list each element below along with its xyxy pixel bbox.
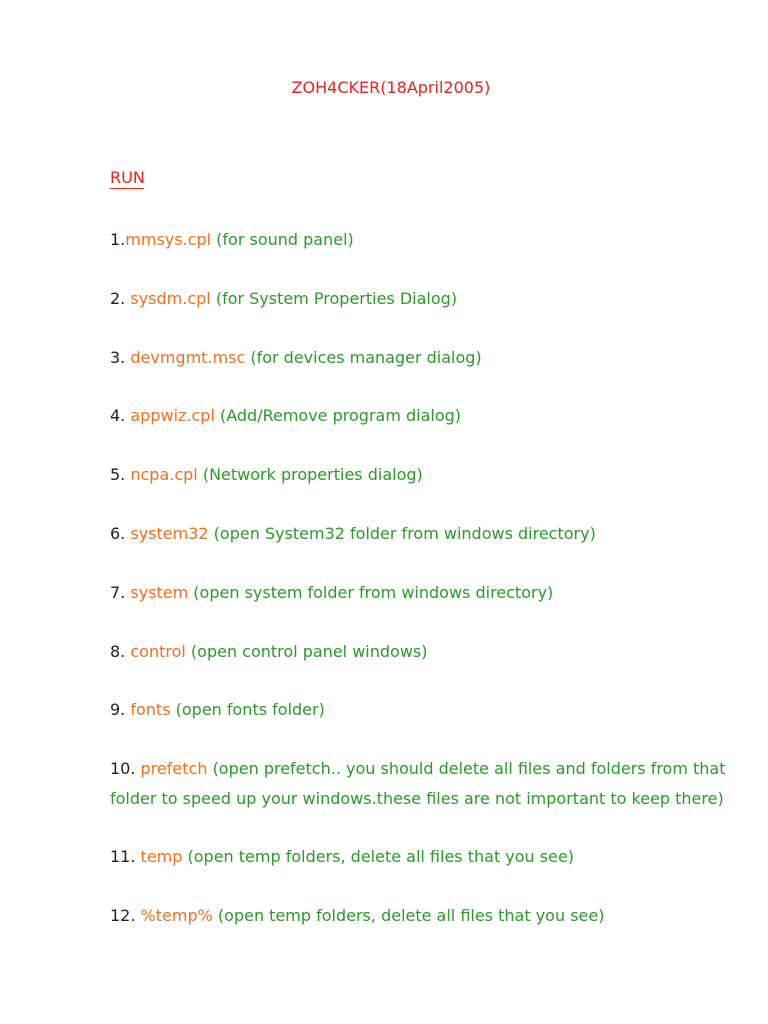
item-description: (open temp folders, delete all files that you see) xyxy=(187,847,575,867)
item-command: appwiz.cpl xyxy=(130,406,215,426)
item-description: (open control panel windows) xyxy=(190,641,428,661)
list-item xyxy=(110,901,730,931)
item-command: %temp% xyxy=(140,906,213,926)
item-command: control xyxy=(130,641,186,661)
document-title: ZOH4CKER(18April2005) xyxy=(291,78,491,97)
list-item xyxy=(110,460,730,490)
item-number: 9. xyxy=(110,700,126,720)
list-item xyxy=(110,519,730,549)
item-command: ncpa.cpl xyxy=(130,465,198,485)
item-description: (open prefetch.. you should delete all files and folders from that folder to speed up your windows.these files are not important to keep there) xyxy=(110,759,726,808)
list-item xyxy=(110,225,730,255)
item-number: 7. xyxy=(110,582,126,602)
item-number: 4. xyxy=(110,406,126,426)
section-heading: RUN xyxy=(110,168,145,187)
item-description: (for System Properties Dialog) xyxy=(215,288,458,308)
item-command: sysdm.cpl xyxy=(130,288,211,308)
list-item xyxy=(110,695,730,725)
list-item xyxy=(110,401,730,431)
item-number: 11. xyxy=(110,847,136,867)
item-description: (open System32 folder from windows directory) xyxy=(213,523,596,543)
item-description: (for devices manager dialog) xyxy=(250,347,482,367)
item-command: system xyxy=(130,582,189,602)
item-command: mmsys.cpl xyxy=(125,230,212,249)
item-number: 1. xyxy=(110,230,126,249)
heading-underline xyxy=(110,188,144,189)
item-number: 12. xyxy=(110,906,136,926)
item-description: (Add/Remove program dialog) xyxy=(219,406,462,426)
item-description: (open system folder from windows directory) xyxy=(193,582,554,602)
item-number: 2. xyxy=(110,288,126,308)
list-item xyxy=(110,578,730,608)
item-description: (open temp folders, delete all files that you see) xyxy=(217,906,605,926)
item-description: (for sound panel) xyxy=(216,230,354,249)
list-item xyxy=(110,842,730,872)
item-number: 6. xyxy=(110,523,126,543)
item-number: 3. xyxy=(110,347,126,367)
list-item xyxy=(110,754,730,813)
item-command: system32 xyxy=(130,523,209,543)
list-item xyxy=(110,637,730,667)
list-item xyxy=(110,284,730,314)
item-command: devmgmt.msc xyxy=(130,347,246,367)
item-number: 5. xyxy=(110,465,126,485)
item-command: prefetch xyxy=(140,759,208,779)
item-description: (Network properties dialog) xyxy=(202,465,423,485)
item-command: fonts xyxy=(130,700,171,720)
item-number: 8. xyxy=(110,641,126,661)
list-item xyxy=(110,343,730,373)
item-description: (open fonts folder) xyxy=(175,700,325,720)
command-list xyxy=(110,225,730,960)
item-number: 10. xyxy=(110,759,136,779)
item-command: temp xyxy=(140,847,183,867)
